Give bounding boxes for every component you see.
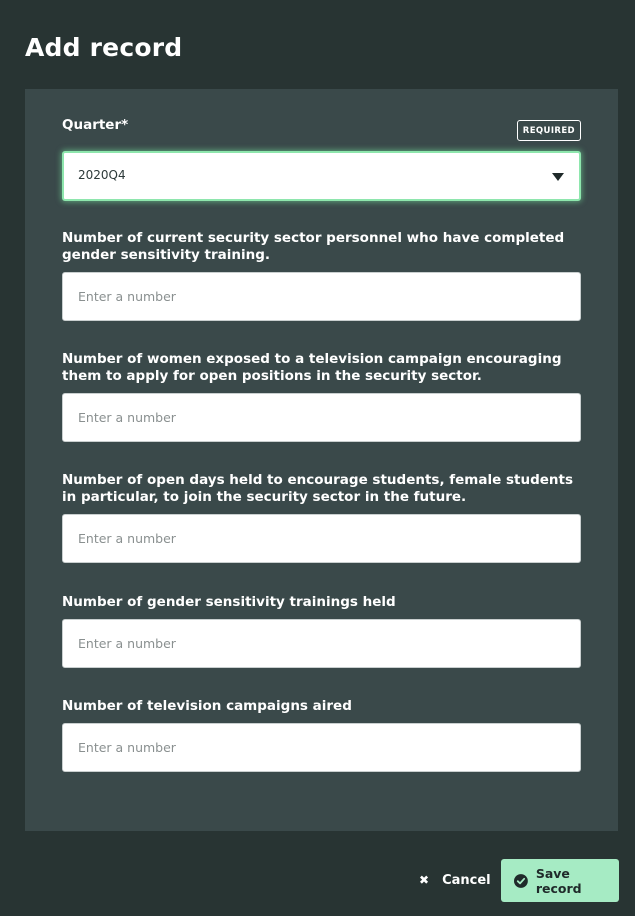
open-days-input[interactable] xyxy=(62,514,581,563)
form-panel xyxy=(25,89,618,831)
quarter-selected-value: 2020Q4 xyxy=(78,168,126,182)
women-exposed-input[interactable] xyxy=(62,393,581,442)
quarter-label: Quarter* xyxy=(62,117,129,133)
field-women-exposed xyxy=(62,351,581,442)
field-open-days xyxy=(62,472,581,563)
check-circle-icon xyxy=(514,874,528,888)
page-title: Add record xyxy=(25,33,183,62)
quarter-select[interactable] xyxy=(62,151,581,201)
close-icon: ✖ xyxy=(419,873,430,887)
field-label: Number of gender sensitivity trainings held xyxy=(62,594,396,610)
trainings-held-input[interactable] xyxy=(62,619,581,668)
field-label: Number of women exposed to a television campaign encouraging them to apply for open positions in the security sector. xyxy=(62,351,562,384)
field-label: Number of open days held to encourage students, female students in particular, to join the security sector in the future. xyxy=(62,472,573,505)
field-label: Number of current security sector personnel who have completed gender sensitivity training. xyxy=(62,230,565,263)
required-badge: REQUIRED xyxy=(517,120,581,141)
campaigns-aired-input[interactable] xyxy=(62,723,581,772)
field-label: Number of television campaigns aired xyxy=(62,698,352,714)
save-label: Save record xyxy=(535,865,582,896)
field-personnel-trained xyxy=(62,230,581,321)
cancel-button[interactable] xyxy=(419,866,491,894)
caret-down-icon xyxy=(552,173,564,181)
personnel-trained-input[interactable] xyxy=(62,272,581,321)
field-trainings-held xyxy=(62,594,581,668)
cancel-label: Cancel xyxy=(442,872,491,888)
quarter-field xyxy=(62,117,581,201)
field-campaigns-aired xyxy=(62,698,581,772)
save-record-button[interactable] xyxy=(501,859,619,902)
